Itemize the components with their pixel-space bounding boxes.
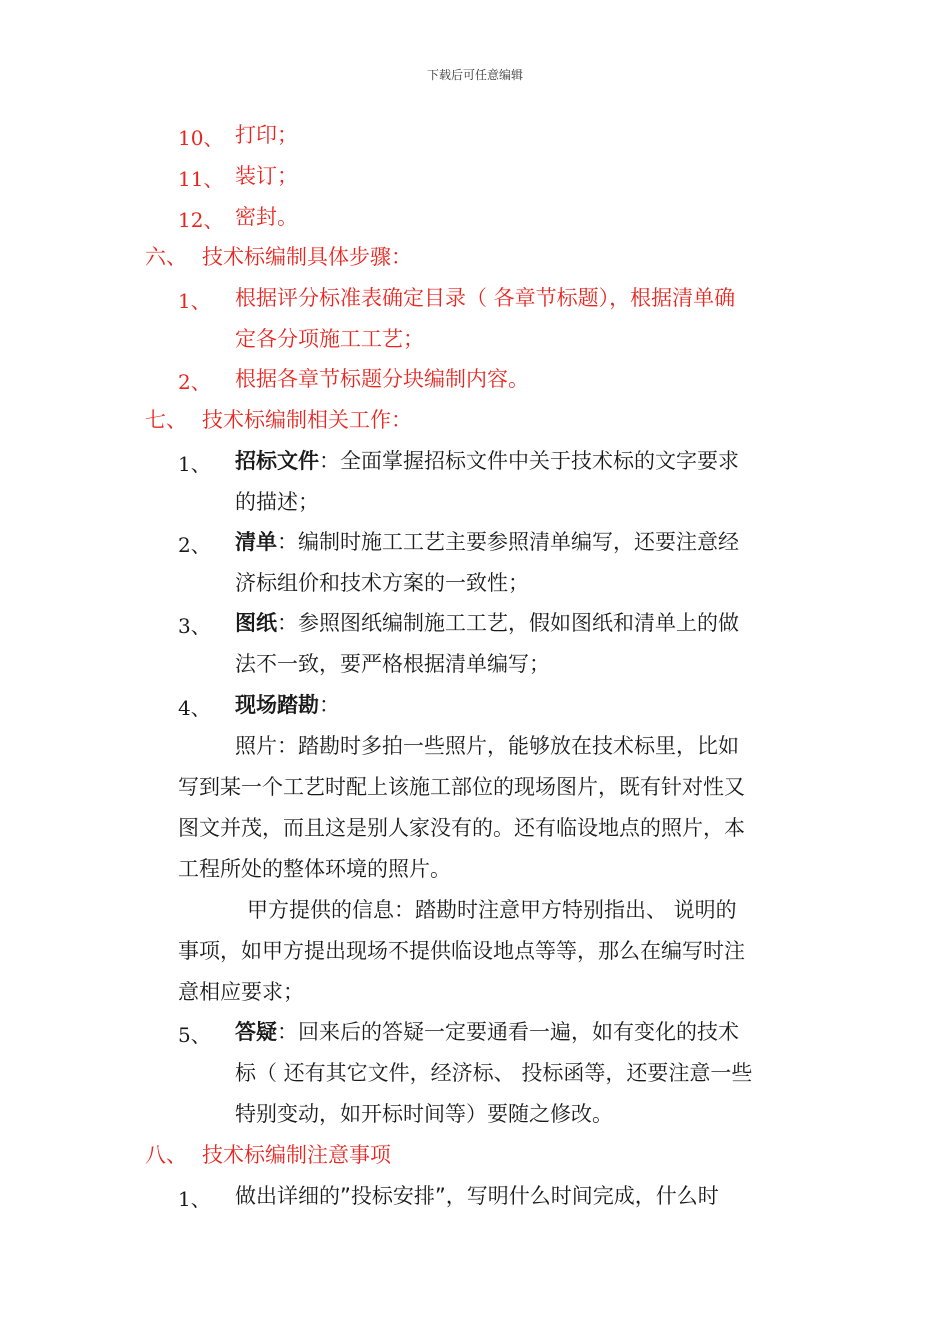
s7-item-1-label: 招标文件 (235, 449, 319, 473)
page-header: 下载后可任意编辑 (426, 68, 523, 82)
section-6-num: 六、 (145, 245, 187, 269)
s7-item-4-label: 现场踏勘 (235, 693, 319, 717)
photo-para-line3: 图文并茂，而且这是别人家没有的。还有临设地点的照片，本 (178, 816, 745, 840)
list-num-10: 10、 (178, 126, 224, 150)
info-para-line1: 甲方提供的信息：踏勘时注意甲方特别指出、 说明的 (247, 898, 737, 922)
s8-item-1-num: 1、 (178, 1187, 211, 1211)
info-para-line2: 事项，如甲方提出现场不提供临设地点等等，那么在编写时注 (178, 939, 745, 963)
s7-item-5-num: 5、 (178, 1023, 211, 1047)
list-num-11: 11、 (178, 167, 224, 191)
s6-item-2-num: 2、 (178, 370, 211, 394)
s6-item-2-line1: 根据各章节标题分块编制内容。 (235, 367, 529, 391)
photo-para-line2: 写到某一个工艺时配上该施工部位的现场图片，既有针对性又 (178, 775, 745, 799)
s7-item-5-rest: ：回来后的答疑一定要通看一遍，如有变化的技术 (277, 1020, 739, 1044)
section-8-num: 八、 (145, 1143, 187, 1167)
s7-item-2-line1 (235, 527, 739, 557)
s7-item-4-line1 (235, 690, 340, 720)
list-item-10: 打印； (235, 123, 298, 147)
s7-item-1-line1 (235, 446, 739, 476)
s7-item-2-label: 清单 (235, 530, 277, 554)
s7-item-3-rest: ：参照图纸编制施工工艺，假如图纸和清单上的做 (277, 611, 739, 635)
photo-para-line4: 工程所处的整体环境的照片。 (178, 857, 451, 881)
s7-item-1-rest: ：全面掌握招标文件中关于技术标的文字要求 (319, 449, 739, 473)
section-7-title: 技术标编制相关工作： (202, 408, 412, 432)
s7-item-1-num: 1、 (178, 452, 211, 476)
s7-item-5-line2: 标（ 还有其它文件，经济标、 投标函等，还要注意一些 (235, 1061, 753, 1085)
section-7-num: 七、 (145, 408, 187, 432)
list-item-12: 密封。 (235, 205, 298, 229)
s7-item-3-line1 (235, 608, 739, 638)
section-8-title: 技术标编制注意事项 (202, 1143, 391, 1167)
s7-item-2-line2: 济标组价和技术方案的一致性； (235, 571, 529, 595)
photo-para-line1: 照片：踏勘时多拍一些照片，能够放在技术标里，比如 (235, 734, 739, 758)
s7-item-2-num: 2、 (178, 533, 211, 557)
info-para-line3: 意相应要求； (178, 980, 304, 1004)
list-item-11: 装订； (235, 164, 298, 188)
s6-item-1-num: 1、 (178, 289, 211, 313)
s6-item-1-line1: 根据评分标准表确定目录（ 各章节标题），根据清单确 (235, 286, 736, 310)
s7-item-5-label: 答疑 (235, 1020, 277, 1044)
s7-item-5-line3: 特别变动，如开标时间等）要随之修改。 (235, 1102, 613, 1126)
s7-item-3-line2: 法不一致，要严格根据清单编写； (235, 652, 550, 676)
s6-item-1-line2: 定各分项施工工艺； (235, 327, 424, 351)
s8-item-1-line1: 做出详细的”投标安排”，写明什么时间完成，什么时 (235, 1184, 719, 1208)
s7-item-4-num: 4、 (178, 696, 211, 720)
s7-item-3-label: 图纸 (235, 611, 277, 635)
s7-item-3-num: 3、 (178, 614, 211, 638)
s7-item-5-line1 (235, 1017, 739, 1047)
s7-item-2-rest: ：编制时施工工艺主要参照清单编写，还要注意经 (277, 530, 739, 554)
s7-item-4-rest: ： (319, 693, 340, 717)
section-6-title: 技术标编制具体步骤： (202, 245, 412, 269)
s7-item-1-line2: 的描述； (235, 490, 319, 514)
list-num-12: 12、 (178, 208, 224, 232)
